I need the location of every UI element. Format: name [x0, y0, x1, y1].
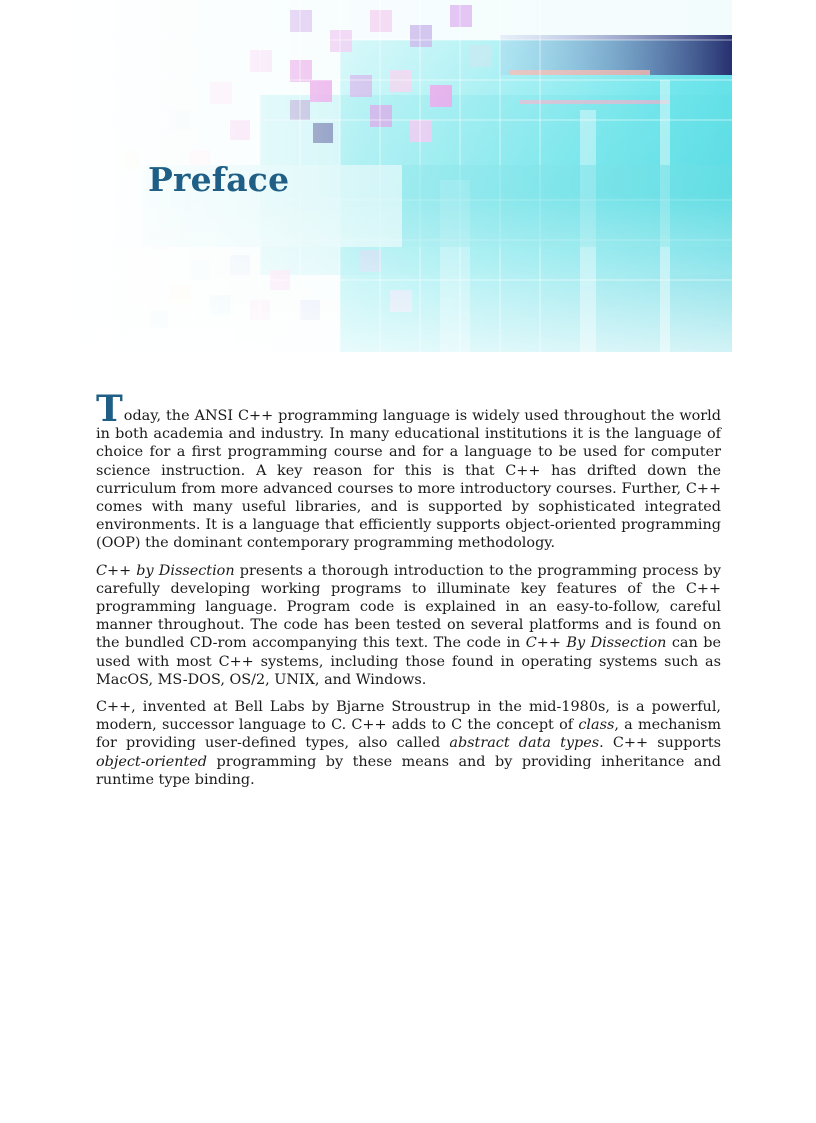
term-abstract-data-types: abstract data types	[449, 735, 600, 752]
paragraph-2-text-a: presents a thorough introduction to the programming process by carefully developing working programs to illuminate key features of the C++ programming language. Program code is explained in an easy-to-follow, careful manner throughout. The code has been tested on several platforms and is found on the bundled CD-rom accompanying this text. The code in	[96, 562, 722, 652]
chapter-title: Preface	[148, 160, 290, 199]
term-object-oriented: object-oriented	[96, 753, 208, 770]
drop-cap: T	[96, 388, 123, 430]
paragraph-1	[96, 388, 721, 553]
paragraph-3-text-a: C++, invented at Bell Labs by Bjarne Stroustrup in the mid-1980s, is a powerful, modern, successor language to C. C++ adds to C the concept of	[96, 699, 721, 734]
paragraph-3-text-c: . C++ supports	[599, 735, 721, 752]
paragraph-2	[96, 562, 721, 689]
preface-body	[96, 388, 722, 798]
paragraph-1-text: oday, the ANSI C++ programming language is widely used throughout the world in both academia and industry. In many educational institutions it is the language of choice for a first programming course and for a language to be used for computer science instruction. A key reason for this is that C++ has drifted down the curriculum from more advanced courses to more introductory courses. Further, C++ comes with many useful libraries, and is supported by sophisticated integrated environments. It is a language that efficiently supports object-oriented programming (OOP) the dominant contemporary programming methodology.	[96, 408, 721, 552]
term-class: class	[578, 717, 615, 734]
paragraph-3-text-d: programming by these means and by providing inheritance and runtime type binding.	[96, 753, 721, 788]
book-title-italic-2: C++ By Dissection	[525, 635, 667, 652]
paragraph-3-text-b: , a mechanism for providing user-defined types, also called	[96, 717, 721, 752]
paragraph-2-text-b: can be used with most C++ systems, including those found in operating systems such as MacOS, MS-DOS, OS/2, UNIX, and Windows.	[96, 635, 721, 688]
paragraph-3	[96, 698, 721, 789]
book-title-italic: C++ by Dissection	[96, 562, 235, 579]
